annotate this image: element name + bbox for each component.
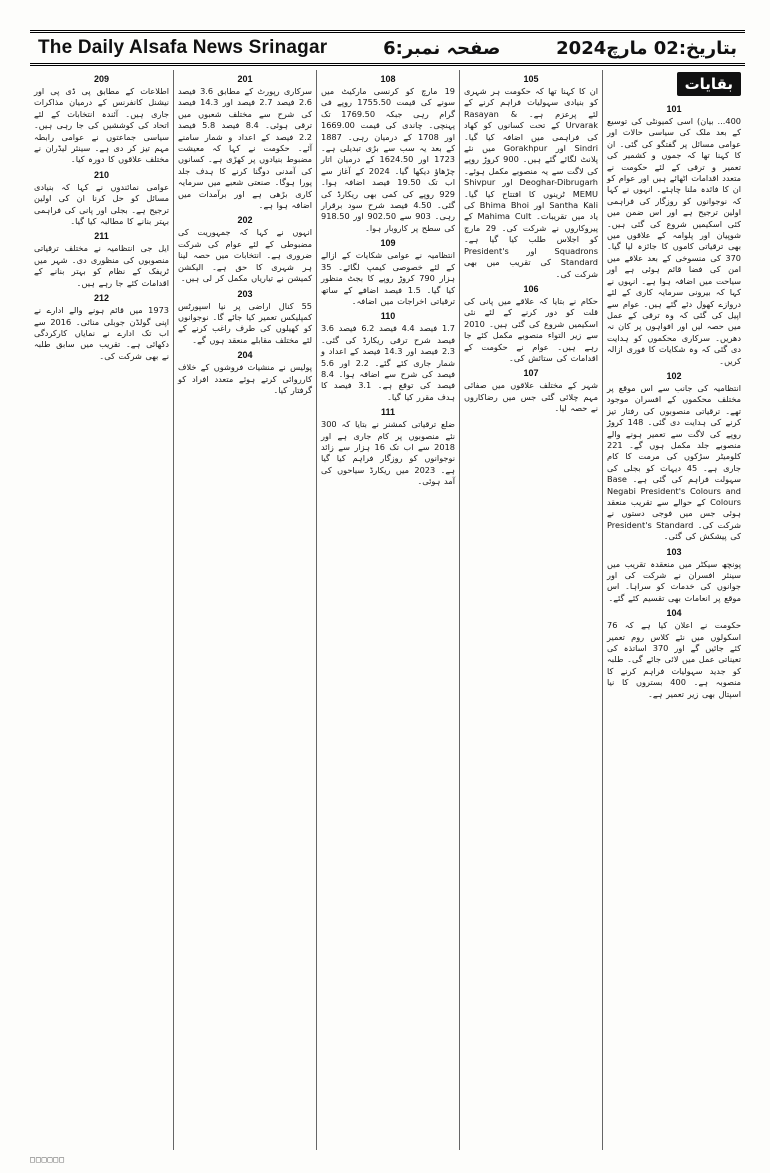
article-number: 202 (237, 215, 253, 226)
news-column (173, 70, 316, 1150)
article-text: ضلع ترقیاتی کمشنر نے بتایا کہ 300 نئے منصوبوں پر کام جاری ہے اور 2018 سے اب تک 16 ہزار سے زائد نوجوانوں کو روزگار فراہم کیا گیا ہے۔ 2023 میں ریکارڈ سیاحوں کی آمد ہوئی۔ (321, 419, 456, 487)
article-number: 103 (666, 546, 682, 557)
article-text: ایل جی انتظامیہ نے مختلف ترقیاتی منصوبوں کی منظوری دی۔ شہر میں ٹریفک کے نظام کو بہتر بنانے کے اقدامات کئے جا رہے ہیں۔ (34, 243, 169, 288)
news-column (459, 70, 602, 1150)
article-text: پولیس نے منشیات فروشوں کے خلاف کارروائی کرتے ہوئے متعدد افراد کو گرفتار کیا۔ (178, 362, 312, 395)
article-number: 209 (93, 74, 110, 84)
article-text: پونچھ سیکٹر میں منعقدہ تقریب میں سینئر افسران نے شرکت کی اور جوانوں کی خدمات کو سراہا۔ اس موقع پر انعامات بھی تقسیم کئے گئے۔ (607, 558, 741, 603)
article-number: 104 (666, 608, 682, 619)
article-text: انہوں نے کہا کہ جمہوریت کی مضبوطی کے لئے عوام کی شرکت ضروری ہے۔ انتخابات میں حصہ لینا ہر شہری کا حق ہے۔ الیکشن کمیشن نے تیاریاں مکمل کر لی ہیں۔ (178, 227, 312, 284)
article-text: ان کا کہنا تھا کہ حکومت ہر شہری کو بنیادی سہولیات فراہم کرنے کے لئے پرعزم ہے۔ Rasayan & Urvarak کے تحت کسانوں کو کھاد کی فراہمی میں اضافہ کیا گیا۔ Sindri اور Gorakhpur میں نئے پلانٹ لگائے گئے ہیں۔ 900 کروڑ روپے کی لاگت سے یہ منصوبے مکمل ہوئے۔ Deoghar-Dibrugarh اور Shivpur MEMU ٹرینوں کا افتتاح کیا گیا۔ Santha Kali اور Bhima Bhoi کی یاد میں تقریبات۔ Mahima Cult کے پیروکاروں نے شرکت کی۔ 29 مارچ کو اجلاس طلب کیا گیا ہے۔ Squadrons اور President's Standard کی تقریب میں بھی شرکت کی۔ (464, 86, 599, 279)
article-number: 201 (237, 74, 253, 84)
publication-date: بتاریخ:02 مارچ2024 (556, 37, 737, 59)
article-number: 110 (380, 311, 396, 322)
article-text: 55 کنال اراضی پر نیا اسپورٹس کمپلیکس تعمیر کیا جائے گا۔ نوجوانوں کو کھیلوں کی طرف راغب کرنے کے لئے مختلف مقابلے منعقد ہوں گے۔ (178, 300, 312, 345)
article-text: 400... بیان) اسی کمیونٹی کی توسیع کے بعد ملک کی سیاسی حالات اور عوامی مسائل پر گفتگو کی گئی۔ ان کا کہنا تھا کہ جموں و کشمیر کی تعمیر و ترقی کے لئے حکومت نے متعدد اقدامات اٹھائے ہیں اور عوام کو ان کا فائدہ ملنا چاہئے۔ انہوں نے کہا کہ نوجوانوں کو روزگار کی فراہمی اولین ترجیح ہے اور اس ضمن میں کئی اسکیمیں شروع کی گئی ہیں۔ شوپیان اور پلوامہ کے علاقوں میں بھی ترقیاتی کاموں کا جائزہ لیا گیا۔ 370 کی منسوخی کے بعد علاقے میں امن کی فضا قائم ہوئی ہے اور سیاحت میں اضافہ ہوا ہے۔ انہوں نے کہا کہ بیرونی سرمایہ کاری کے لئے دروازے کھول دئے گئے ہیں۔ عوام سے اپیل کی گئی کہ وہ ترقی کے عمل میں حصہ لیں اور افواہوں پر کان نہ دھریں۔ سرکاری محکموں کو ہدایت دی گئی کہ وہ شکایات کا فوری ازالہ کریں۔ (607, 116, 741, 366)
newspaper-title: The Daily Alsafa News Srinagar (38, 37, 328, 58)
article-text: حکام نے بتایا کہ علاقے میں پانی کی قلت کو دور کرنے کے لئے نئی اسکیمیں شروع کی گئی ہیں۔ 2010 سے زیر التواء منصوبے مکمل کئے جا رہے ہیں۔ عوام نے حکومت کے اقدامات کی ستائش کی۔ (464, 295, 598, 363)
article-number: 107 (523, 368, 539, 379)
article-columns (30, 70, 745, 1150)
article-text: انتظامیہ کی جانب سے اس موقع پر مختلف محکموں کے افسران موجود تھے۔ ترقیاتی منصوبوں کی رفتار تیز کرنے کی ہدایت دی گئی۔ 148 کروڑ روپے کی لاگت سے تعمیر ہونے والے منصوبے جلد مکمل ہوں گے۔ 221 کلومیٹر سڑکوں کی مرمت کا کام جاری ہے۔ 45 دیہات کو بجلی کی سہولت فراہم کی گئی ہے۔ Base Negabi President's Colours and Colours کے حوالے سے تقریب منعقد ہوئی جس میں فوجی دستوں نے شرکت کی۔ President's Standard کی پیشکش کی گئی۔ (607, 382, 741, 542)
article-text: اطلاعات کے مطابق پی ڈی پی اور نیشنل کانفرنس کے درمیان مذاکرات جاری ہیں۔ آئندہ انتخابات کے لئے اتحاد کی کوششیں کی جا رہی ہیں۔ سیاسی جماعتوں نے عوامی رابطہ مہم تیز کر دی ہے۔ سینئر لیڈران نے مختلف علاقوں کا دورہ کیا۔ (34, 86, 169, 165)
article-number: 101 (666, 104, 682, 114)
article-text: 1.7 فیصد 4.4 فیصد 6.2 فیصد 3.6 فیصد شرح ترقی ریکارڈ کی گئی۔ 2.3 فیصد اور 14.3 فیصد کے اعداد و شمار جاری کئے گئے۔ 2.2 اور 5.6 فیصد کی شرح سے اضافہ ہوا۔ 8.4 فیصد کی توقع ہے۔ 3.1 فیصد کا ہدف مقرر کیا گیا۔ (321, 323, 456, 402)
masthead (30, 30, 745, 66)
article-number: 109 (380, 238, 396, 249)
article-number: 204 (237, 350, 253, 361)
article-number: 211 (94, 231, 109, 242)
article-number: 210 (93, 169, 110, 180)
page-number: صفحہ نمبر:6 (383, 37, 501, 59)
article-text: حکومت نے اعلان کیا ہے کہ 76 اسکولوں میں نئے کلاس روم تعمیر کئے جائیں گے اور 370 اساتذہ کی تعیناتی عمل میں لائی جائے گی۔ طلبہ کو جدید سہولیات فراہم کرنے کا منصوبہ ہے۔ 400 بستروں کا نیا اسپتال بھی زیر تعمیر ہے۔ (607, 620, 742, 699)
footer-marker: □□□□□□ (30, 1155, 65, 1164)
article-number: 212 (93, 293, 110, 304)
article-text: سرکاری رپورٹ کے مطابق 3.6 فیصد 2.6 فیصد 2.7 فیصد اور 14.3 فیصد کی شرح سے مختلف شعبوں میں ترقی ہوئی۔ 8.4 فیصد 5.8 فیصد 2.2 فیصد کے اعداد و شمار سامنے آئے۔ حکومت نے کہا کہ معیشت مضبوط بنیادوں پر کھڑی ہے۔ کسانوں کی آمدنی دوگنا کرنے کا ہدف جلد پورا ہوگا۔ صنعتی شعبے میں سرمایہ کاری بڑھی ہے اور برآمدات میں اضافہ ہوا ہے۔ (178, 86, 312, 211)
article-number: 203 (237, 288, 253, 299)
article-number: 111 (380, 407, 396, 418)
news-column (30, 70, 173, 1150)
section-header: بقایات (677, 72, 741, 96)
article-number: 108 (380, 74, 396, 84)
article-text: انتظامیہ نے عوامی شکایات کے ازالے کے لئے خصوصی کیمپ لگائے۔ 35 ہزار 790 کروڑ روپے کا بجٹ منظور کیا گیا۔ 1.5 فیصد اضافے کے ساتھ ترقیاتی اخراجات میں اضافہ۔ (321, 250, 455, 306)
article-number: 102 (666, 370, 682, 381)
article-text: 1973 میں قائم ہونے والے ادارے نے اپنی گولڈن جوبلی منائی۔ 2016 سے اب تک ادارے نے نمایاں کارکردگی دکھائی ہے۔ تقریب میں سابق طلبہ نے بھی شرکت کی۔ (34, 305, 170, 361)
article-text: عوامی نمائندوں نے کہا کہ بنیادی مسائل کو حل کرنا ان کی اولین ترجیح ہے۔ بجلی اور پانی کی فراہمی بہتر بنانے کا مطالبہ کیا گیا۔ (34, 181, 169, 227)
article-text: شہر کے مختلف علاقوں میں صفائی مہم چلائی گئی جس میں رضاکاروں نے حصہ لیا۔ (464, 380, 598, 414)
article-text: 19 مارچ کو کرنسی مارکیٹ میں سونے کی قیمت 1755.50 روپے فی گرام رہی جبکہ 1769.50 تک پہنچی۔ چاندی کی قیمت 1669.00 اور 1708 کے درمیان رہی۔ 1887 کے بعد یہ سب سے بڑی تبدیلی ہے۔ 1723 اور 1624.50 کے درمیان اتار چڑھاؤ دیکھا گیا۔ 2024 کے آغاز سے اب تک 19.50 فیصد اضافہ ہوا۔ 929 روپے کی کمی بھی ریکارڈ کی گئی۔ 4.50 فیصد شرح سود برقرار رہی۔ 903 سے 902.50 اور 918.50 کی سطح پر کاروبار ہوا۔ (321, 86, 456, 233)
news-column (316, 70, 459, 1150)
article-number: 106 (523, 283, 539, 294)
article-number: 105 (523, 74, 539, 84)
news-column (602, 70, 745, 1150)
